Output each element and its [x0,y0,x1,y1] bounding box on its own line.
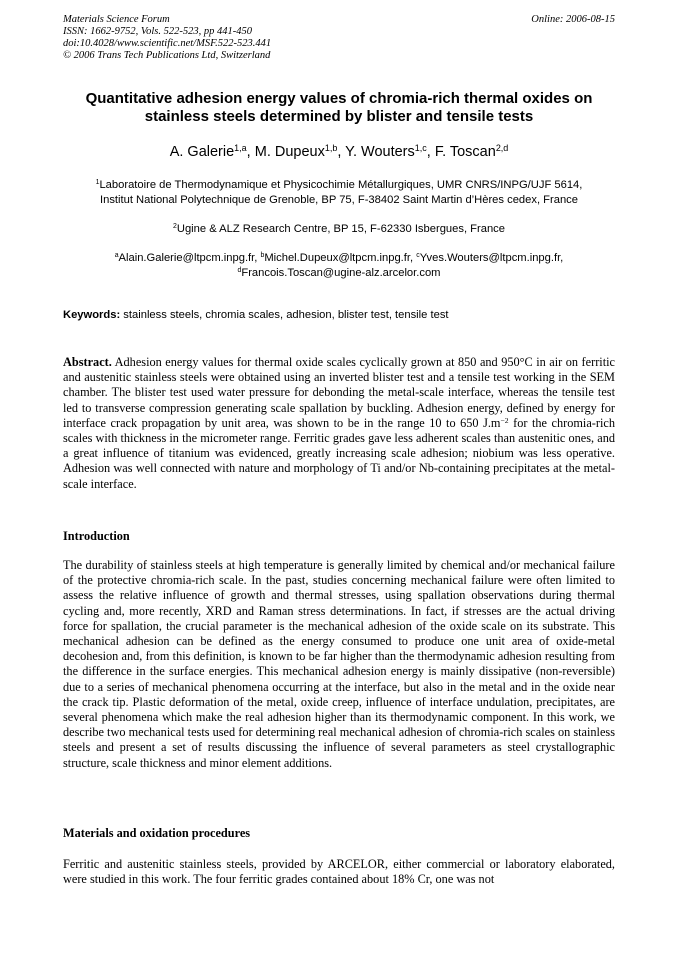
email-mark: d [237,267,242,275]
journal-header [63,14,271,62]
abstract-label: Abstract. [63,355,112,369]
author-sup: 1,a [234,143,247,154]
abstract [63,355,615,492]
materials-heading: Materials and oxidation procedures [63,826,251,840]
email-c[interactable]: Yves.Wouters@ltpcm.inpg.fr, [419,252,564,264]
paper-title [63,90,615,126]
author-name: A. Galerie [169,144,235,160]
author-sup: 2,d [495,143,509,154]
email-block [63,251,615,281]
email-b[interactable]: Michel.Dupeux@ltpcm.inpg.fr, [264,252,417,264]
title-line-1: Quantitative adhesion energy values of chromia-rich thermal oxides on [85,90,593,107]
introduction-text: The durability of stainless steels at high temperature is generally limited by chemical and/or mechanical failure of the protective chromia-rich scale. In the past, studies concerning mechanical failure were often limited to assess the relative influence of growth and thermal stresses, using spallation observations during thermal cycling and, more recently, XRD and Raman stress determinations. In fact, if stresses are the actual driving force for spallation, the crucial parameter is the mechanical adhesion of the oxide scale on its substrate. This mechanical adhesion can be defined as the energy consumed to produce one unit area of oxide-metal decohesion and, from this definition, is known to be far higher than the thermodynamic adhesion resulting from the difference in the surface energies. This mechanical adhesion energy is mainly dissipative (non-reversible) due to a series of mechanical phenomena occurring at the interface, but also in the metal and in the oxide near the crack tip. Plastic deformation of the metal, oxide creep, influence of interface undulation, precipitates, are several phenomena which make the real adhesion higher than its thermodynamic component. In this work, we describe two mechanical tests used for determining real mechanical adhesion of chromia-rich scales on stainless steels and present a set of results discussing the influence of several parameters as steel crystallographic structure, scale thickness and minor element additions. [63,558,615,770]
affiliation-1-line-1: Laboratoire de Thermodynamique et Physicochimie Métallurgiques, UMR CNRS/INPG/UJF 5614, [99,179,583,191]
abstract-text: Adhesion energy values for thermal oxide scales cyclically grown at 850 and 950°C in air on ferritic and austenitic stainless steels were obtained using an inverted blister test and a tensile test working in the SEM chamber. The blister test used water pressure for debonding the metal-scale interface, whereas the tensile test led to transverse compression generating scale spallation by buckling. Adhesion energy, defined by energy for interface crack propagation by unit area, was shown to be in the range 10 to 650 J.m [63,355,615,430]
author-name: Y. Wouters [345,144,415,160]
introduction-heading: Introduction [63,529,130,543]
journal-name: Materials Science Forum [63,14,170,25]
affiliation-mark: 2 [173,223,177,231]
email-mark: b [260,252,265,260]
email-mark: a [114,252,119,260]
author-sup: 1,b [324,143,338,154]
email-a[interactable]: Alain.Galerie@ltpcm.inpg.fr, [118,252,261,264]
materials-text: Ferritic and austenitic stainless steels, provided by ARCELOR, either commercial or laboratory elaborated, were studied in this work. The four ferritic grades contained about 18% Cr, one was not [63,857,615,887]
email-d[interactable]: Francois.Toscan@ugine-alz.arcelor.com [241,267,441,279]
keywords-label: Keywords: [63,309,121,321]
issn-line: ISSN: 1662-9752, Vols. 522-523, pp 441-450 [63,26,252,37]
affiliation-1 [63,178,615,208]
affiliation-2-text: Ugine & ALZ Research Centre, BP 15, F-62330 Isbergues, France [176,223,505,235]
author-sup: 1,c [414,143,427,154]
author-list [63,144,615,161]
author-separator: , [426,144,435,160]
keywords [63,308,615,323]
affiliation-mark: 1 [95,179,100,187]
author-separator: , [246,144,255,160]
unit-exponent: −2 [500,415,509,425]
keywords-text: stainless steels, chromia scales, adhesion, blister test, tensile test [120,309,449,321]
affiliation-2 [63,222,615,237]
affiliation-1-line-2: Institut National Polytechnique de Grenoble, BP 75, F-38402 Saint Martin d’Hères cedex, France [99,194,578,206]
copyright-line: © 2006 Trans Tech Publications Ltd, Switzerland [63,50,271,61]
author-name: F. Toscan [434,144,496,160]
doi-line: doi:10.4028/www.scientific.net/MSF.522-523.441 [63,38,272,49]
author-separator: , [337,144,346,160]
abstract-text-cont: for the chromia-rich scales with thickness in the micrometer range. Ferritic grades gave less adherent scales than austenitic ones, and a great influence of titanium was evidenced, greatly increasing scale adhesion; niobium was less operative. Adhesion was well connected with nature and morphology of Ti and/or Nb-containing precipitates at the metal-scale interface. [63,415,615,491]
email-mark: c [416,252,420,260]
online-date: Online: 2006-08-15 [531,14,615,25]
title-line-2: stainless steels determined by blister and tensile tests [144,108,534,125]
author-name: M. Dupeux [254,144,325,160]
